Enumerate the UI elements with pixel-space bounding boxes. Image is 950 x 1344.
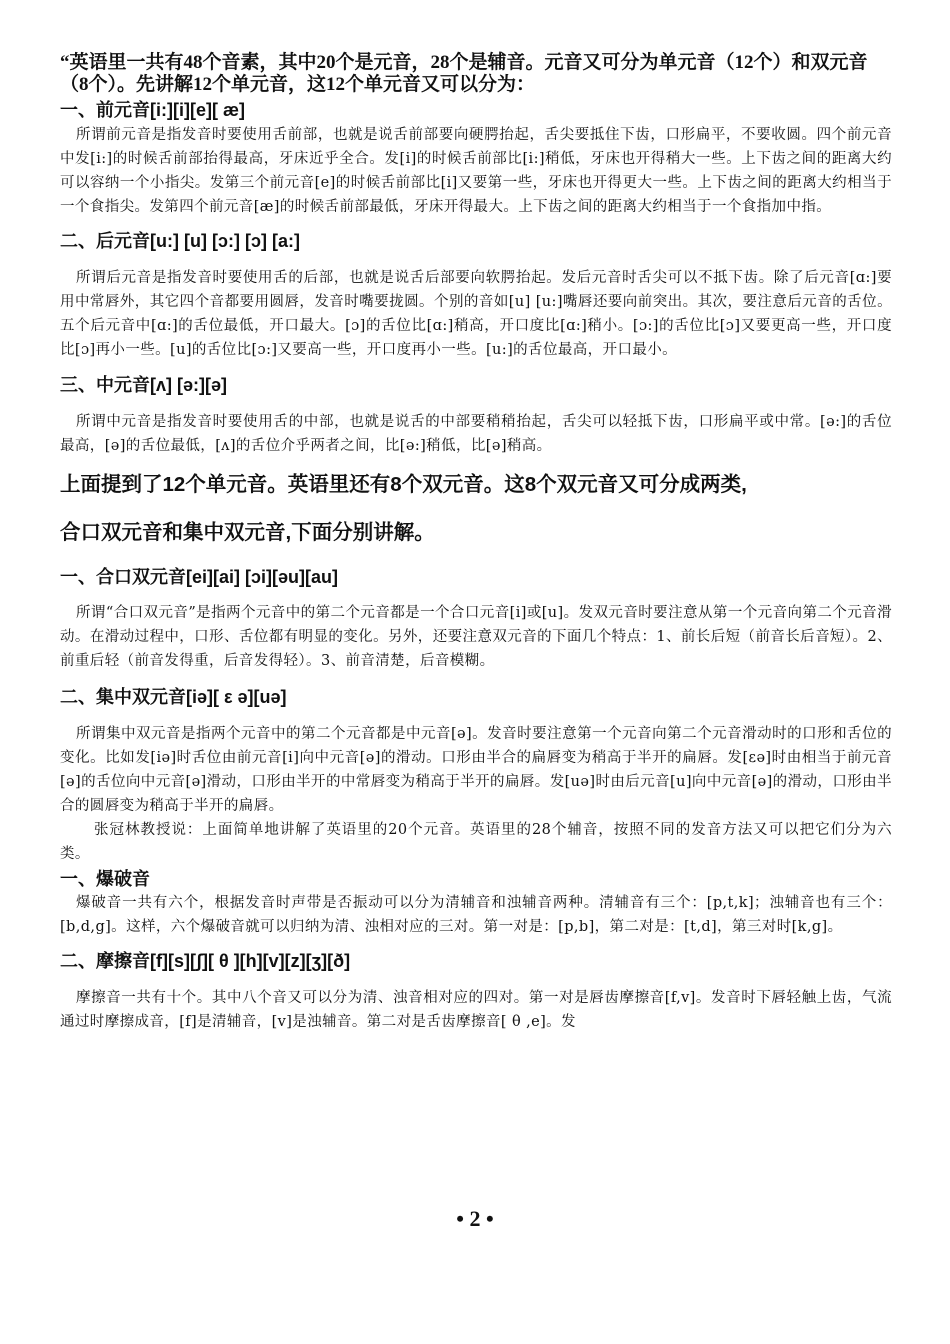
- paragraph-closing-diphthongs: 所谓“合口双元音”是指两个元音中的第二个元音都是一个合口元音[i]或[u]。发双元音时要注意从第一个元音向第二个元音滑动。在滑动过程中，口形、舌位都有明显的变化。另外，还要注意双元音的下面几个特点：1、前长后短（前音长后音短）。2、前重后轻（前音发得重，后音发得轻）。3、前音清楚，后音模糊。: [60, 605, 892, 669]
- paragraph-front-vowels: 所谓前元音是指发音时要使用舌前部，也就是说舌前部要向硬腭抬起，舌尖要抵住下齿，口形扁平，不要收圆。四个前元音中发[i:]的时候舌前部抬得最高，牙床近乎全合。发[i]的时候舌前部比[i:]稍低，牙床也开得稍大一些。上下齿之间的距离大约可以容纳一个小指尖。发第三个前元音[e]的时候舌前部比[i]又要第一些，牙床也开得更大一些。上下齿之间的距离大约相当于一个食指尖。发第四个前元音[æ]的时候舌前部最低，牙床开得最大。上下齿之间的距离大约相当于一个食指加中指。: [60, 127, 892, 215]
- summary-line-2: 合口双元音和集中双元音,下面分别讲解。: [60, 521, 435, 544]
- intro-paragraph: “英语里一共有48个音素，其中20个是元音，28个是辅音。元音又可分为单元音（12个）和双元音（8个）。先讲解12个单元音，这12个单元音又可以分为：: [60, 52, 868, 95]
- section-heading-plosives: 一、爆破音: [60, 869, 150, 889]
- paragraph-central-vowels: 所谓中元音是指发音时要使用舌的中部，也就是说舌的中部要稍稍抬起，舌尖可以轻抵下齿，口形扁平或中常。[ə:]的舌位最高，[ə]的舌位最低，[ʌ]的舌位介乎两者之间，比[ə:]稍低，比[ə]稍高。: [60, 414, 892, 454]
- section-heading-front-vowels: 一、前元音[i:][i][e][ æ]: [60, 100, 245, 120]
- paragraph-plosives: 爆破音一共有六个，根据发音时声带是否振动可以分为清辅音和浊辅音两种。清辅音有三个：[p,t,k]；浊辅音也有三个：[b,d,g]。这样，六个爆破音就可以归纳为清、浊相对应的三对。第一对是：[p,b]，第二对是：[t,d]，第三对时[k,g]。: [60, 895, 892, 935]
- page-number: • 2 •: [456, 1206, 494, 1231]
- paragraph-back-vowels: 所谓后元音是指发音时要使用舌的后部，也就是说舌后部要向软腭抬起。发后元音时舌尖可以不抵下齿。除了后元音[ɑ:]要用中常唇外，其它四个音都要用圆唇，发音时嘴要拢圆。个别的音如[u] [u:]嘴唇还要向前突出。其次，要注意后元音的舌位。五个后元音中[ɑ:]的舌位最低，开口最大。[ɔ]的舌位比[ɑ:]稍高，开口度比[ɑ:]稍小。[ɔ:]的舌位比[ɔ]又要更高一些，开口度比[ɔ]再小一些。[u]的舌位比[ɔ:]又要高一些，开口度再小一些。[u:]的舌位最高，开口最小。: [60, 270, 892, 358]
- section-heading-central-vowels: 三、中元音[ʌ] [ə:][ə]: [60, 375, 227, 395]
- paragraph-fricatives: 摩擦音一共有十个。其中八个音又可以分为清、浊音相对应的四对。第一对是唇齿摩擦音[f,v]。发音时下唇轻触上齿，气流通过时摩擦成音，[f]是清辅音，[v]是浊辅音。第二对是舌齿摩擦音[ θ ,e]。发: [60, 990, 892, 1030]
- section-heading-fricatives: 二、摩擦音[f][s][ʃ][ θ ][h][v][z][ʒ][ð]: [60, 951, 351, 971]
- document-page: [60, 52, 892, 1034]
- section-heading-back-vowels: 二、后元音[u:] [u] [ɔ:] [ɔ] [a:]: [60, 231, 300, 251]
- summary-line-1: 上面提到了12个单元音。英语里还有8个双元音。这8个双元音又可分成两类,: [60, 473, 747, 496]
- paragraph-centering-diphthongs: 所谓集中双元音是指两个元音中的第二个元音都是中元音[ə]。发音时要注意第一个元音向第二个元音滑动时的口形和舌位的变化。比如发[iə]时舌位由前元音[i]向中元音[ə]的滑动。口形由半合的扁唇变为稍高于半开的扁唇。发[εə]时由相当于前元音[ə]的舌位向中元音[ə]滑动，口形由半开的中常唇变为稍高于半开的扁唇。发[uə]时由后元音[u]向中元音[ə]的滑动，口形由半合的圆唇变为稍高于半开的扁唇。: [60, 726, 892, 814]
- section-heading-closing-diphthongs: 一、合口双元音[ei][ai] [ɔi][əu][au]: [60, 567, 338, 587]
- section-heading-centering-diphthongs: 二、集中双元音[iə][ ε ə][uə]: [60, 687, 287, 707]
- paragraph-consonants-intro: 张冠林教授说：上面简单地讲解了英语里的20个元音。英语里的28个辅音，按照不同的发音方法又可以把它们分为六类。: [60, 822, 892, 862]
